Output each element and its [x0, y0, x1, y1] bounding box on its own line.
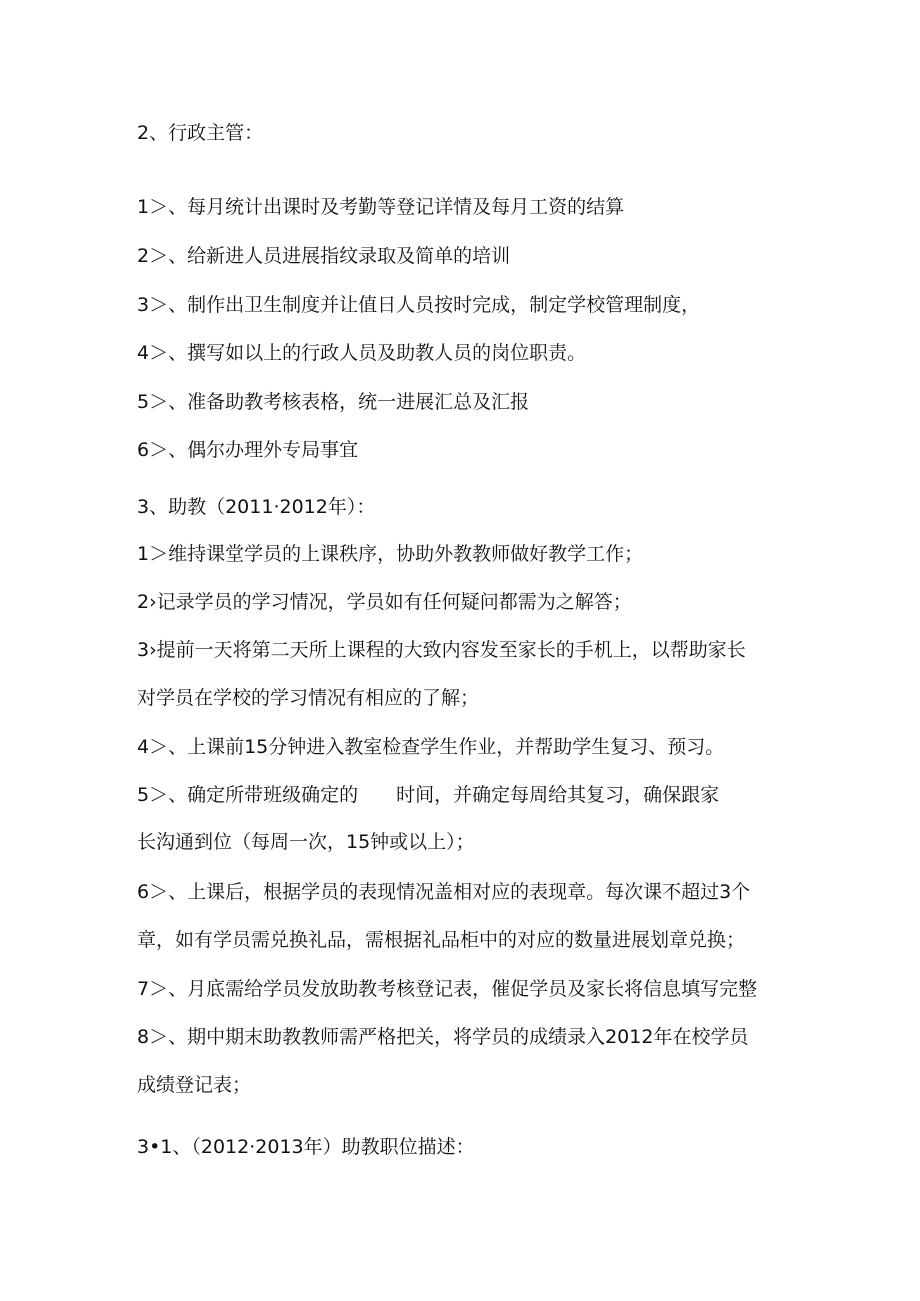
section-2-item-6: 6＞、偶尔办理外专局事宜 — [137, 439, 359, 461]
section-2-heading: 2、行政主管： — [137, 122, 264, 144]
section-3-line-3: 3›提前一天将第二天所上课程的大致内容发至家长的手机上，以帮助家长 — [137, 639, 746, 661]
section-3-line-8: 6＞、上课后，根据学员的表现情况盖相对应的表现章。每次课不超过3个 — [137, 881, 751, 903]
section-3-1-heading: 3•1、（2012·2013年）助教职位描述： — [137, 1136, 475, 1158]
section-3-line-6: 5＞、确定所带班级确定的 时间，并确定每周给其复习，确保跟家 — [137, 784, 720, 806]
section-3-line-4: 对学员在学校的学习情况有相应的了解； — [137, 687, 480, 709]
section-3-heading: 3、助教（2011·2012年）： — [137, 496, 376, 518]
section-2-item-3: 3＞、制作出卫生制度并让值日人员按时完成，制定学校管理制度， — [137, 294, 701, 316]
section-3-line-10: 7＞、月底需给学员发放助教考核登记表，催促学员及家长将信息填写完整 — [137, 978, 758, 1000]
section-3-line-7: 长沟通到位（每周一次，15钟或以上）； — [137, 831, 475, 853]
section-2-item-5: 5＞、准备助教考核表格，统一进展汇总及汇报 — [137, 391, 530, 413]
section-3-line-11: 8＞、期中期末助教教师需严格把关，将学员的成绩录入2012年在校学员 — [137, 1026, 749, 1048]
section-3-line-5: 4＞、上课前15分钟进入教室检查学生作业，并帮助学生复习、预习。 — [137, 736, 725, 758]
section-2-item-4: 4＞、撰写如以上的行政人员及助教人员的岗位职责。 — [137, 342, 587, 364]
section-3-line-12: 成绩登记表； — [137, 1074, 252, 1096]
section-2-item-2: 2＞、给新进人员进展指纹录取及简单的培训 — [137, 245, 511, 267]
section-2-item-1: 1＞、每月统计出课时及考勤等登记详情及每月工资的结算 — [137, 196, 625, 218]
section-3-line-9: 章，如有学员需兑换礼品，需根据礼品柜中的对应的数量进展划章兑换； — [137, 929, 746, 951]
section-3-line-1: 1＞维持课堂学员的上课秩序，协助外教教师做好教学工作； — [137, 543, 644, 565]
section-3-line-2: 2›记录学员的学习情况，学员如有任何疑问都需为之解答； — [137, 591, 632, 613]
